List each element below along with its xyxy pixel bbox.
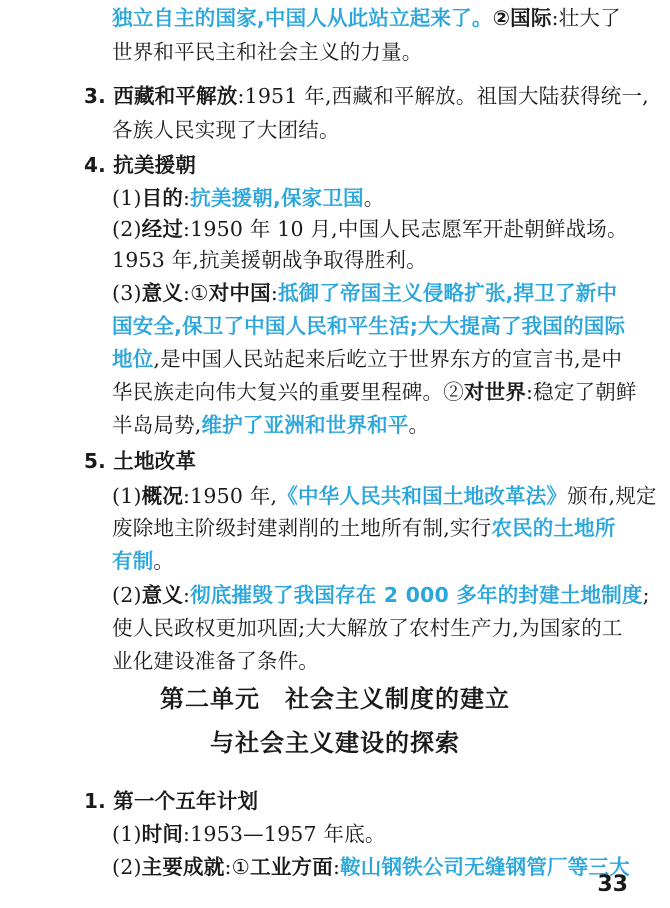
text-line-7 <box>112 213 628 245</box>
text-line-23 <box>112 851 630 883</box>
body-text: (2) <box>112 217 142 241</box>
text-line-18 <box>112 579 650 611</box>
text-line-6 <box>112 182 384 214</box>
body-text: 。 <box>363 186 385 210</box>
bold-label: 经过 <box>141 217 184 241</box>
body-text: :1950 年 10 月,中国人民志愿军开赴朝鲜战场。 <box>183 217 628 241</box>
section-1-heading <box>84 785 258 817</box>
body-text: 半岛局势, <box>112 413 202 437</box>
body-text: :稳定了朝鲜 <box>526 380 637 404</box>
text-line-1 <box>112 2 621 34</box>
highlighted-text: 独立自主的国家,中国人从此站立起来了。 <box>112 6 493 30</box>
bold-label: 西藏和平解放 <box>105 84 238 108</box>
item-number: 1. <box>84 789 106 813</box>
highlighted-text: 鞍山钢铁公司无缝钢管厂等三大 <box>340 855 630 879</box>
bold-label: 概况 <box>141 484 184 508</box>
text-line-13 <box>112 409 429 441</box>
highlighted-text: 维护了亚洲和世界和平 <box>201 413 409 437</box>
highlighted-text: 有制 <box>112 549 154 573</box>
bold-label: ② <box>492 6 511 30</box>
bold-label: 土地改革 <box>105 449 197 473</box>
section-4-heading <box>84 149 196 181</box>
item-number: 4. <box>84 153 106 177</box>
body-text: (1) <box>112 484 142 508</box>
body-text: :① <box>183 281 209 305</box>
item-number: 3. <box>84 84 106 108</box>
body-text: :1953—1957 年底。 <box>183 822 386 846</box>
body-text: 废除地主阶级封建剥削的土地所有制,实行 <box>112 516 492 540</box>
bold-label: 对中国 <box>208 281 271 305</box>
body-text: (1) <box>112 186 142 210</box>
body-text: :① <box>224 855 251 879</box>
highlighted-text: 《中华人民共和国土地改革法》 <box>277 484 568 508</box>
body-text: (3) <box>112 281 142 305</box>
body-text: ,是中国人民站起来后屹立于世界东方的宣言书,是中 <box>153 347 623 371</box>
body-text: :壮大了 <box>551 6 621 30</box>
section-3-heading <box>84 80 649 112</box>
body-text: : <box>183 186 191 210</box>
text-line-4 <box>112 114 340 146</box>
body-text: 1953 年,抗美援朝战争取得胜利。 <box>112 248 427 272</box>
unit-title-line-1: 第二单元 社会主义制度的建立 <box>160 685 510 713</box>
text-line-8 <box>112 244 427 276</box>
section-5-heading <box>84 445 196 477</box>
bold-label: 意义 <box>141 583 184 607</box>
body-text: : <box>332 855 341 879</box>
bold-label: 主要成就 <box>141 855 225 879</box>
body-text: : <box>183 583 191 607</box>
body-text: 。 <box>408 413 430 437</box>
body-text: : <box>270 281 278 305</box>
text-line-2 <box>112 36 423 68</box>
bold-label: 对世界 <box>463 380 527 404</box>
item-number: 5. <box>84 449 106 473</box>
bold-label: 时间 <box>141 822 184 846</box>
body-text: :1950 年, <box>183 484 278 508</box>
body-text: 华民族走向伟大复兴的重要里程碑。② <box>112 380 464 404</box>
body-text: ; <box>642 583 650 607</box>
page-number: 33 <box>597 872 628 897</box>
text-line-19 <box>112 612 623 644</box>
text-line-17 <box>112 545 174 577</box>
text-line-11 <box>112 343 622 375</box>
highlighted-text: 抗美援朝,保家卫国 <box>190 186 364 210</box>
body-text: 各族人民实现了大团结。 <box>112 118 340 142</box>
text-line-20 <box>112 645 319 677</box>
text-line-9 <box>112 277 617 309</box>
text-line-10 <box>112 310 625 342</box>
body-text: (1) <box>112 822 142 846</box>
text-line-12 <box>112 376 637 408</box>
highlighted-text: 地位 <box>112 347 154 371</box>
body-text: 世界和平民主和社会主义的力量。 <box>112 40 423 64</box>
body-text: 使人民政权更加巩固;大大解放了农村生产力,为国家的工 <box>112 616 623 640</box>
body-text: 颁布,规定 <box>567 484 657 508</box>
body-text: :1951 年,西藏和平解放。祖国大陆获得统一, <box>237 84 649 108</box>
body-text: 。 <box>153 549 175 573</box>
body-text: (2) <box>112 855 142 879</box>
highlighted-text: 国安全,保卫了中国人民和平生活;大大提高了我国的国际 <box>112 314 626 338</box>
highlighted-text: 农民的土地所 <box>491 516 616 540</box>
unit-title-line-2: 与社会主义建设的探索 <box>210 729 460 757</box>
bold-label: 第一个五年计划 <box>105 789 259 813</box>
highlighted-text: 彻底摧毁了我国存在 2 000 多年的封建土地制度 <box>190 583 643 607</box>
bold-label: 国际 <box>510 6 552 30</box>
text-line-22 <box>112 818 386 850</box>
bold-label: 抗美援朝 <box>105 153 197 177</box>
text-line-15 <box>112 480 657 512</box>
text-line-16 <box>112 512 616 544</box>
bold-label: 工业方面 <box>250 855 333 879</box>
body-text: (2) <box>112 583 142 607</box>
bold-label: 意义 <box>141 281 184 305</box>
bold-label: 目的 <box>141 186 184 210</box>
body-text: 业化建设准备了条件。 <box>112 649 319 673</box>
highlighted-text: 抵御了帝国主义侵略扩张,捍卫了新中 <box>277 281 618 305</box>
